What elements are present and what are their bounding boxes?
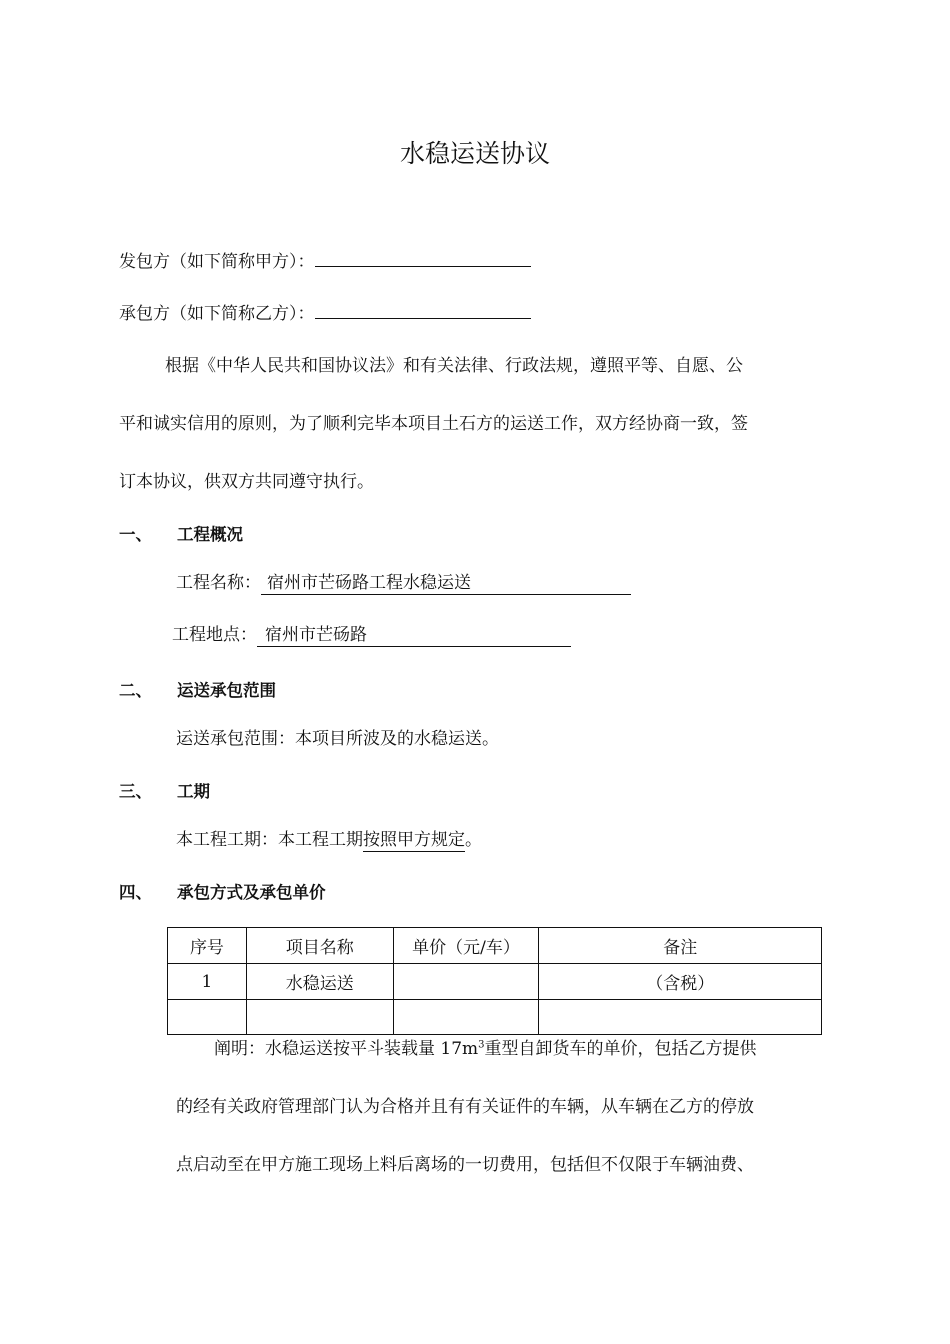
table-cell	[393, 964, 539, 1000]
price-table	[167, 927, 822, 1035]
table-row	[168, 1000, 822, 1035]
section-4-number: 四、	[119, 883, 152, 902]
table-header-row	[168, 928, 822, 964]
party-b-label: 承包方（如下简称乙方）：	[119, 304, 315, 324]
party-a-blank[interactable]	[315, 248, 531, 267]
table-cell: 水稳运送	[246, 964, 393, 1000]
header-cell-item: 项目名称	[246, 928, 393, 964]
project-location-label: 工程地点：	[172, 625, 257, 645]
schedule-line	[176, 828, 482, 852]
table-cell	[246, 1000, 393, 1035]
table-cell	[393, 1000, 539, 1035]
schedule-suffix: 。	[465, 830, 482, 850]
intro-line-3: 订本协议，供双方共同遵守执行。	[119, 472, 374, 492]
schedule-prefix: 本工程工期：本工程工期	[176, 830, 363, 850]
note-line-1-post: 重型自卸货车的单价，包括乙方提供	[484, 1039, 757, 1059]
section-1-title: 工程概况	[177, 525, 243, 544]
intro-line-2: 平和诚实信用的原则，为了顺利完毕本项目土石方的运送工作，双方经协商一致，签	[119, 414, 748, 434]
section-2-number: 二、	[119, 681, 152, 700]
table-cell	[168, 1000, 247, 1035]
note-line-3: 点启动至在甲方施工现场上料后离场的一切费用，包括但不仅限于车辆油费、	[176, 1155, 754, 1175]
party-b-line	[119, 300, 531, 326]
document-title: 水稳运送协议	[399, 139, 550, 168]
intro-line-1: 根据《中华人民共和国协议法》和有关法律、行政法规，遵照平等、自愿、公	[165, 356, 743, 376]
note-superscript: 3	[478, 1039, 485, 1051]
table-row	[168, 964, 822, 1000]
header-cell-price: 单价（元/车）	[393, 928, 539, 964]
party-a-label: 发包方（如下简称甲方）：	[119, 252, 315, 272]
section-3-title: 工期	[177, 782, 210, 801]
header-cell-remark: 备注	[539, 928, 822, 964]
table-cell: （含税）	[539, 964, 822, 1000]
party-b-blank[interactable]	[315, 300, 531, 319]
note-line-1	[214, 1037, 757, 1061]
section-2-title: 运送承包范围	[177, 681, 276, 700]
section-1-number: 一、	[119, 525, 152, 544]
section-3-number: 三、	[119, 782, 152, 801]
table-cell: 1	[168, 964, 247, 1000]
project-location-value: 宿州市芒砀路	[257, 624, 571, 647]
note-line-2: 的经有关政府管理部门认为合格并且有有关证件的车辆，从车辆在乙方的停放	[176, 1097, 754, 1117]
project-name-value: 宿州市芒砀路工程水稳运送	[261, 572, 631, 595]
section-4-title: 承包方式及承包单价	[177, 883, 326, 902]
project-location-line	[172, 623, 571, 647]
header-cell-index: 序号	[168, 928, 247, 964]
note-line-1-pre: 阐明：水稳运送按平斗装载量 17m	[214, 1039, 479, 1059]
table-cell	[539, 1000, 822, 1035]
project-name-line	[176, 571, 631, 595]
schedule-underlined: 按照甲方规定	[363, 830, 465, 850]
scope-text: 运送承包范围：本项目所波及的水稳运送。	[176, 729, 499, 749]
project-name-label: 工程名称：	[176, 573, 261, 593]
party-a-line	[119, 248, 531, 274]
